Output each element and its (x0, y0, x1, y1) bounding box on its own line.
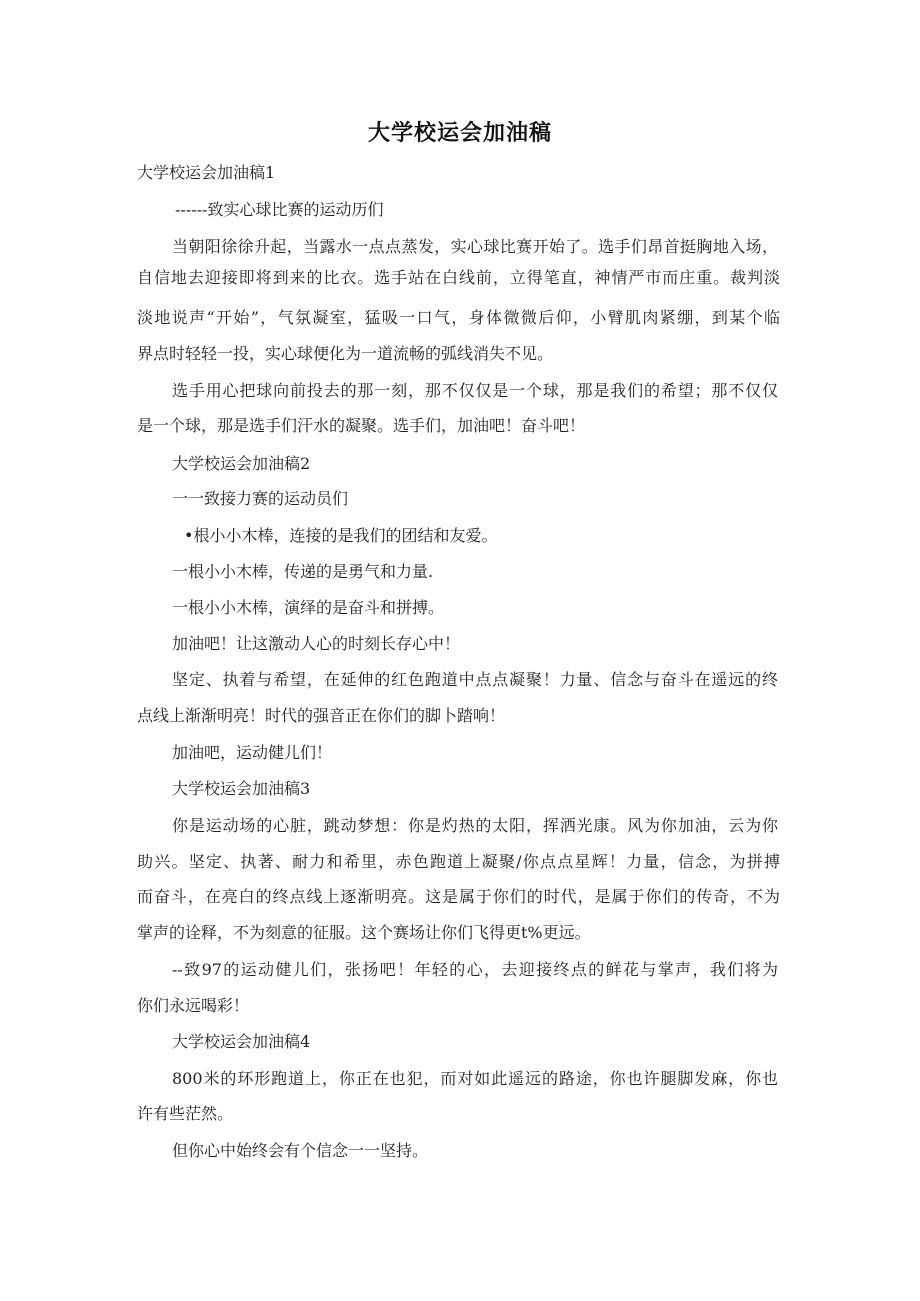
paragraph-line: 800米的环形跑道上，你正在也犯，而对如此遥远的路途，你也许腿脚发麻，你也 (172, 1069, 778, 1088)
paragraph-line: 而奋斗，在亮白的终点线上逐渐明亮。这是属于你们的时代，是属于你们的传奇，不为 (137, 887, 780, 906)
paragraph-line: 点线上渐渐明亮！时代的强音正在你们的脚卜踏响！ (137, 706, 506, 725)
document-title: 大学校运会加油稿 (367, 121, 552, 146)
section-heading: 大学校运会加油稿1 (137, 163, 276, 182)
paragraph-line: 一根小小木棒，传递的是勇气和力量. (172, 562, 434, 581)
paragraph-line: 你们永远喝彩！ (137, 996, 250, 1015)
paragraph-line: 淡地说声“开始”，气氛凝室，猛吸一口气，身体微微后仰，小臂肌肉紧绷，到某个临 (137, 308, 780, 327)
paragraph-line: 助兴。坚定、执著、耐力和希里，赤色跑道上凝聚/你点点星辉！力量，信念，为拼搏 (137, 852, 780, 871)
dedication-line: 一一致接力赛的运动员们 (172, 489, 349, 508)
paragraph-line: 你是运动场的心脏，跳动梦想：你是灼热的太阳，挥洒光康。风为你加油，云为你 (172, 816, 778, 835)
paragraph-line: 选手用心把球向前投去的那一刻，那不仅仅是一个球，那是我们的希望；那不仅仅 (172, 381, 778, 400)
paragraph-line: 许有些茫然。 (137, 1104, 234, 1123)
paragraph-line: 是一个球，那是选手们汗水的凝聚。选手们，加油吧！奋斗吧！ (137, 416, 586, 435)
paragraph-line: 一根小小木棒，演绎的是奋斗和拼搏。 (172, 598, 445, 617)
section-heading: 大学校运会加油稿2 (172, 454, 311, 473)
paragraph-line: 加油吧！让这激动人心的时刻长存心中！ (172, 634, 461, 653)
paragraph-line: --致97的运动健儿们，张扬吧！年轻的心，去迎接终点的鲜花与掌声，我们将为 (172, 960, 778, 979)
paragraph-line: 掌声的诠释，不为刻意的征服。这个赛场让你们飞得更t%更远。 (137, 923, 591, 942)
paragraph-line: 当朝阳徐徐升起，当露水一点点蒸发，实心球比赛开始了。选手们昂首挺胸地入场， (172, 237, 778, 256)
paragraph-line: •根小小木棒，连接的是我们的团结和友爱。 (184, 526, 498, 545)
paragraph-line: 加油吧，运动健儿们！ (172, 743, 333, 762)
paragraph-line: 自信地去迎接即将到来的比衣。选手站在白线前，立得笔直，神情严市而庄重。裁判淡 (137, 268, 780, 287)
paragraph-line: 坚定、执着与希望，在延伸的红色跑道中点点凝聚！力量、信念与奋斗在遥远的终 (172, 670, 778, 689)
paragraph-line: 界点时轻轻一投，实心球便化为一道流畅的弧线消失不见。 (137, 344, 554, 363)
section-heading: 大学校运会加油稿3 (172, 779, 311, 798)
paragraph-line: 但你心中始终会有个信念一一坚持。 (172, 1141, 429, 1160)
dedication-line: ------致实心球比赛的运动历们 (175, 200, 384, 219)
section-heading: 大学校运会加油稿4 (172, 1032, 311, 1051)
